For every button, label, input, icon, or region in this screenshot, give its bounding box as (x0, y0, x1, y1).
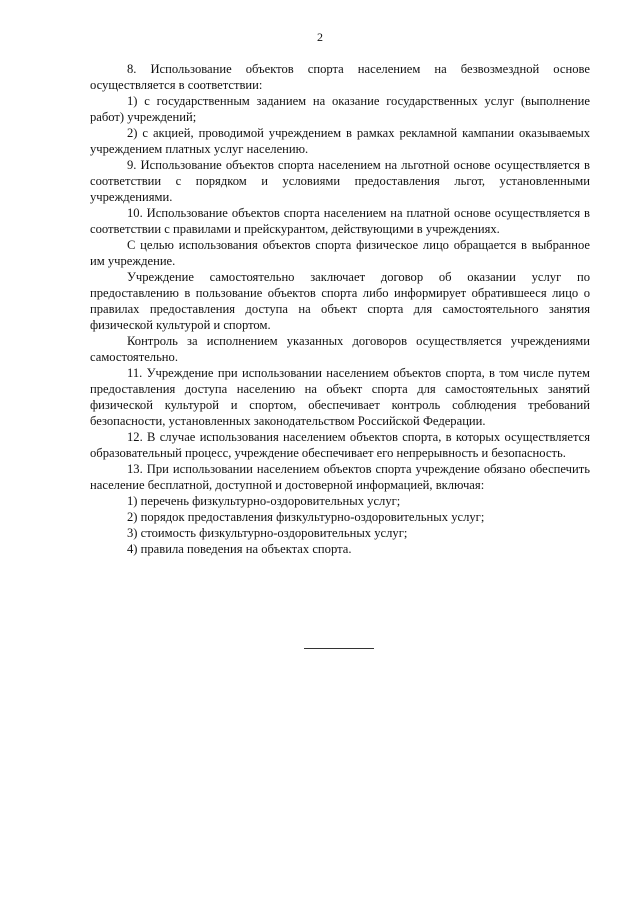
paragraph-10-control: Контроль за исполнением указанных договоров осуществляется учреждениями самостоятельно. (90, 334, 590, 364)
document-body (90, 61, 590, 557)
list-item-8-1: 1) с государственным заданием на оказание государственных услуг (выполнение работ) учреждений; (90, 94, 590, 124)
paragraph-10-appeal: С целью использования объектов спорта физическое лицо обращается в выбранное им учреждение. (90, 238, 590, 268)
list-item-13-3: 3) стоимость физкультурно-оздоровительных услуг; (127, 526, 408, 540)
page-number: 2 (317, 30, 323, 44)
paragraph-12: 12. В случае использования населением объектов спорта, в которых осуществляется образовательный процесс, учреждение обеспечивает его непрерывность и безопасность. (90, 430, 590, 460)
list-item-13-4: 4) правила поведения на объектах спорта. (127, 542, 352, 556)
paragraph-13: 13. При использовании населением объектов спорта учреждение обязано обеспечить население бесплатной, доступной и достоверной информацией, включая: (90, 462, 590, 492)
list-item-13-2: 2) порядок предоставления физкультурно-оздоровительных услуг; (127, 510, 485, 524)
list-item-8-2: 2) с акцией, проводимой учреждением в рамках рекламной кампании оказываемых учреждением платных услуг населению. (90, 126, 590, 156)
closing-divider (304, 648, 374, 649)
paragraph-11: 11. Учреждение при использовании населением объектов спорта, в том числе путем предоставления доступа населению на объект спорта для самостоятельных занятий физической культурой и спортом, обеспечивает контроль соблюдения требований безопасности, установленных законодательством Российской Федерации. (90, 366, 590, 428)
paragraph-10: 10. Использование объектов спорта населением на платной основе осуществляется в соответствии с правилами и прейскурантом, действующими в учреждениях. (90, 206, 590, 236)
list-item-13-1: 1) перечень физкультурно-оздоровительных услуг; (127, 494, 401, 508)
paragraph-8: 8. Использование объектов спорта населением на безвозмездной основе осуществляется в соответствии: (90, 62, 590, 92)
paragraph-9: 9. Использование объектов спорта населением на льготной основе осуществляется в соответствии с порядком и условиями предоставления льгот, установленными учреждениями. (90, 158, 590, 204)
paragraph-10-contract: Учреждение самостоятельно заключает договор об оказании услуг по предоставлению в пользование объектов спорта либо информирует обратившееся лицо о правилах предоставления доступа на объект спорта для самостоятельного занятия физической культурой и спортом. (90, 270, 590, 332)
